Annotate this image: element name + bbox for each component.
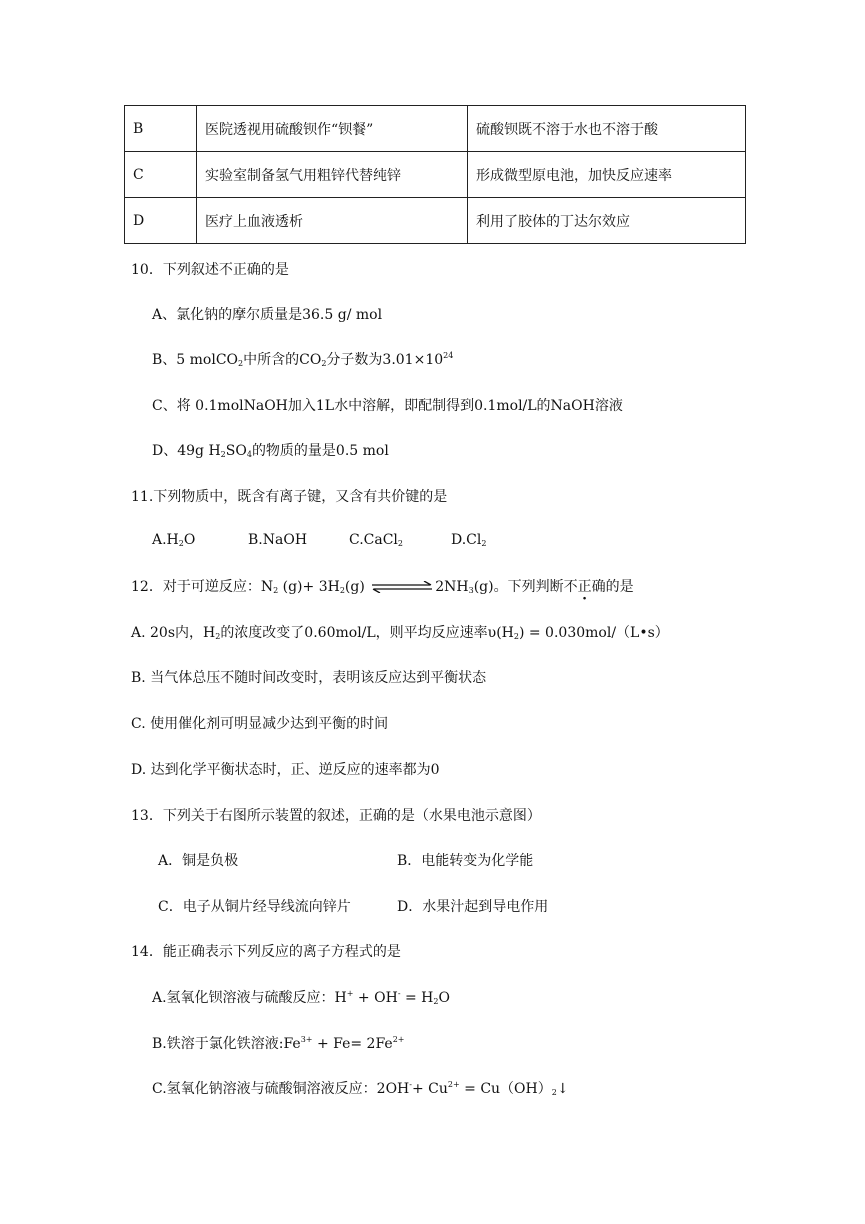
option-label: C [125, 152, 197, 198]
q14-option-a: A.氢氧化钡溶液与硫酸反应：$H^+ + OH^- = H_2O$ [152, 989, 450, 1006]
q14-stem: 14．能正确表示下列反应的离子方程式的是 [131, 944, 401, 960]
explanation-cell: 利用了胶体的丁达尔效应 [468, 198, 746, 244]
q13-option-d: D．水果汁起到导电作用 [397, 899, 549, 915]
q12-option-d: D. 达到化学平衡状态时，正、逆反应的速率都为0 [131, 762, 440, 778]
options-table [124, 105, 746, 244]
q13-option-a: A．铜是负极 [158, 853, 239, 869]
q10-option-a: A、氯化钠的摩尔质量是36.5 g/ mol [152, 307, 383, 323]
explanation-cell: 形成微型原电池，加快反应速率 [468, 152, 746, 198]
q10-option-d: D、49g $H_2SO_4$的物质的量是0.5 mol [152, 443, 389, 459]
emphasis-mark: 不正确 [563, 579, 606, 595]
q11-option-d: $D.Cl_2$ [451, 532, 487, 548]
q14-option-c: C.氢氧化钠溶液与硫酸铜溶液反应：$2OH^-+ Cu^{2+}$ = $Cu(OH)_2↓$ [152, 1080, 569, 1097]
application-cell: 实验室制备氢气用粗锌代替纯锌 [197, 152, 468, 198]
q11-option-a: $A.H_2O$ [152, 532, 196, 548]
q12-option-a: A. 20s内，$H_2$的浓度改变了0.60mol/L，则平均反应速率$\upsilon(H_2)$ = 0.030mol/（L•s） [131, 625, 669, 641]
q12-option-b: B. 当气体总压不随时间改变时，表明该反应达到平衡状态 [131, 670, 487, 686]
application-cell: 医院透视用硫酸钡作“钡餐” [197, 106, 468, 152]
q10-option-b: B、5 molCO$_2$中所含的$CO_2$分子数为$3.01\times 10^{24}$ [152, 351, 454, 368]
option-label: D [125, 198, 197, 244]
application-cell: 医疗上血液透析 [197, 198, 468, 244]
q10-option-c: C、将 0.1molNaOH加入1L水中溶解，即配制得到0.1mol/L的NaOH溶液 [152, 398, 623, 414]
table-row [125, 152, 746, 198]
q11-option-c: C.CaCl$_2$ [349, 532, 404, 548]
table-row [125, 106, 746, 152]
q13-option-c: C．电子从铜片经导线流向锌片 [158, 899, 351, 915]
q11-option-b: B.NaOH [248, 532, 308, 548]
q14-option-b: B.铁溶于氯化铁溶液$:Fe^{3+} + Fe= 2Fe^{2+}$ [152, 1035, 405, 1052]
q12-stem: 12．对于可逆反应：$N_2$ $(g)+ 3H_2(g)$ $2NH_3(g)$。下列判断不正确的是 [131, 576, 634, 596]
q12-option-c: C. 使用催化剂可明显减少达到平衡的时间 [131, 716, 389, 732]
equilibrium-arrow-icon [370, 581, 434, 593]
explanation-cell: 硫酸钡既不溶于水也不溶于酸 [468, 106, 746, 152]
option-label: B [125, 106, 197, 152]
q11-stem: 11.下列物质中，既含有离子键，又含有共价键的是 [131, 489, 448, 505]
q10-stem: 10．下列叙述不正确的是 [131, 262, 289, 278]
q13-stem: 13．下列关于右图所示装置的叙述，正确的是（水果电池示意图） [131, 808, 541, 824]
q13-option-b: B．电能转变为化学能 [397, 853, 534, 869]
table-row [125, 198, 746, 244]
